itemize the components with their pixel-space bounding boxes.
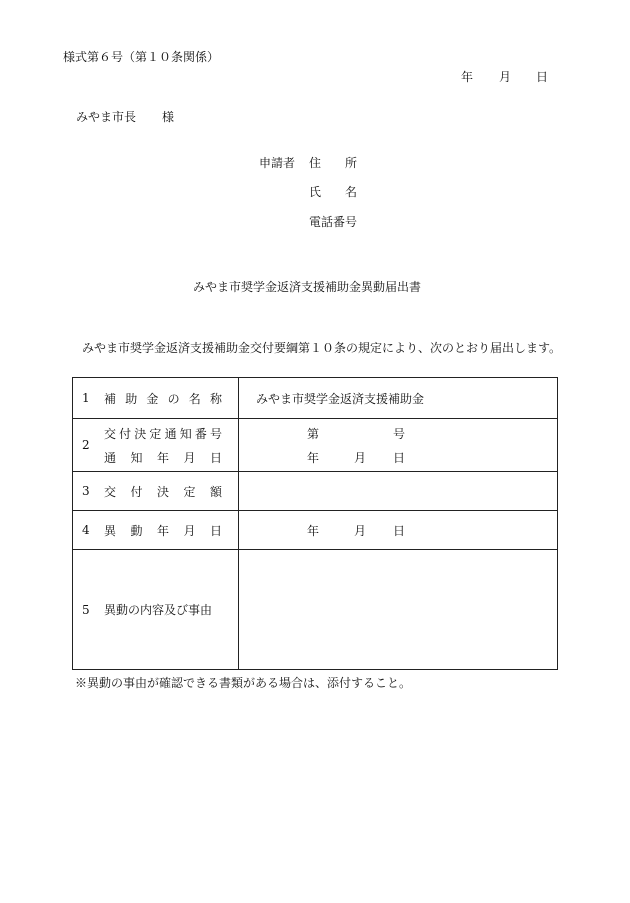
notification-table [72, 377, 558, 670]
address-label-a: 住 [309, 156, 322, 170]
row5-label: 異動の内容及び事由 [104, 603, 213, 617]
name-label-b: 名 [345, 185, 358, 199]
row3-number: 3 [82, 484, 90, 498]
row5-number: 5 [82, 602, 90, 617]
row2-number: 2 [82, 438, 90, 452]
notice-date-value: 年 月 日 [307, 450, 406, 465]
row2-label-notice-number: 交 付 決 定 通 知 番 号 [104, 426, 222, 441]
change-date-value: 年 月 日 [307, 523, 406, 538]
addressee-name: みやま市長 [76, 110, 137, 124]
notice-number-value: 第 号 [307, 426, 406, 441]
row1-label-cell [73, 378, 239, 419]
addressee-honorific: 様 [162, 110, 175, 124]
table-row [73, 550, 558, 670]
subsidy-name-value: みやま市奨学金返済支援補助金 [256, 391, 425, 406]
grant-amount-value-cell [239, 472, 558, 511]
document-title: みやま市奨学金返済支援補助金異動届出書 [193, 280, 422, 294]
date-month-label: 月 [499, 70, 512, 84]
date-day-label: 日 [536, 70, 549, 84]
attachment-note: ※異動の事由が確認できる書類がある場合は、添付すること。 [75, 676, 412, 690]
row1-number: 1 [82, 391, 90, 405]
table-row [73, 511, 558, 550]
intro-text: みやま市奨学金返済支援補助金交付要綱第１０条の規定により、次のとおり届出します。 [82, 341, 562, 355]
row2-label-notice-date: 通 知 年 月 日 [104, 450, 222, 465]
row4-number: 4 [82, 523, 90, 537]
row4-value-cell [239, 511, 558, 550]
change-details-value-cell [239, 550, 558, 670]
table-row [73, 419, 558, 472]
table-row [73, 378, 558, 419]
row4-label-cell [73, 511, 239, 550]
row5-label-cell [73, 550, 239, 670]
row3-label-cell [73, 472, 239, 511]
table-row [73, 472, 558, 511]
date-year-label: 年 [461, 70, 474, 84]
row3-label: 交 付 決 定 額 [104, 484, 222, 499]
form-number: 様式第６号（第１０条関係） [63, 50, 220, 64]
row2-value-cell [239, 419, 558, 472]
row4-label: 異 動 年 月 日 [104, 523, 222, 538]
address-label-b: 所 [345, 156, 358, 170]
row1-label: 補 助 金 の 名 称 [104, 391, 222, 406]
row1-value-cell [239, 378, 558, 419]
name-label-a: 氏 [309, 185, 322, 199]
row2-label-cell [73, 419, 239, 472]
phone-label: 電話番号 [309, 215, 358, 229]
applicant-label: 申請者 [259, 156, 296, 170]
